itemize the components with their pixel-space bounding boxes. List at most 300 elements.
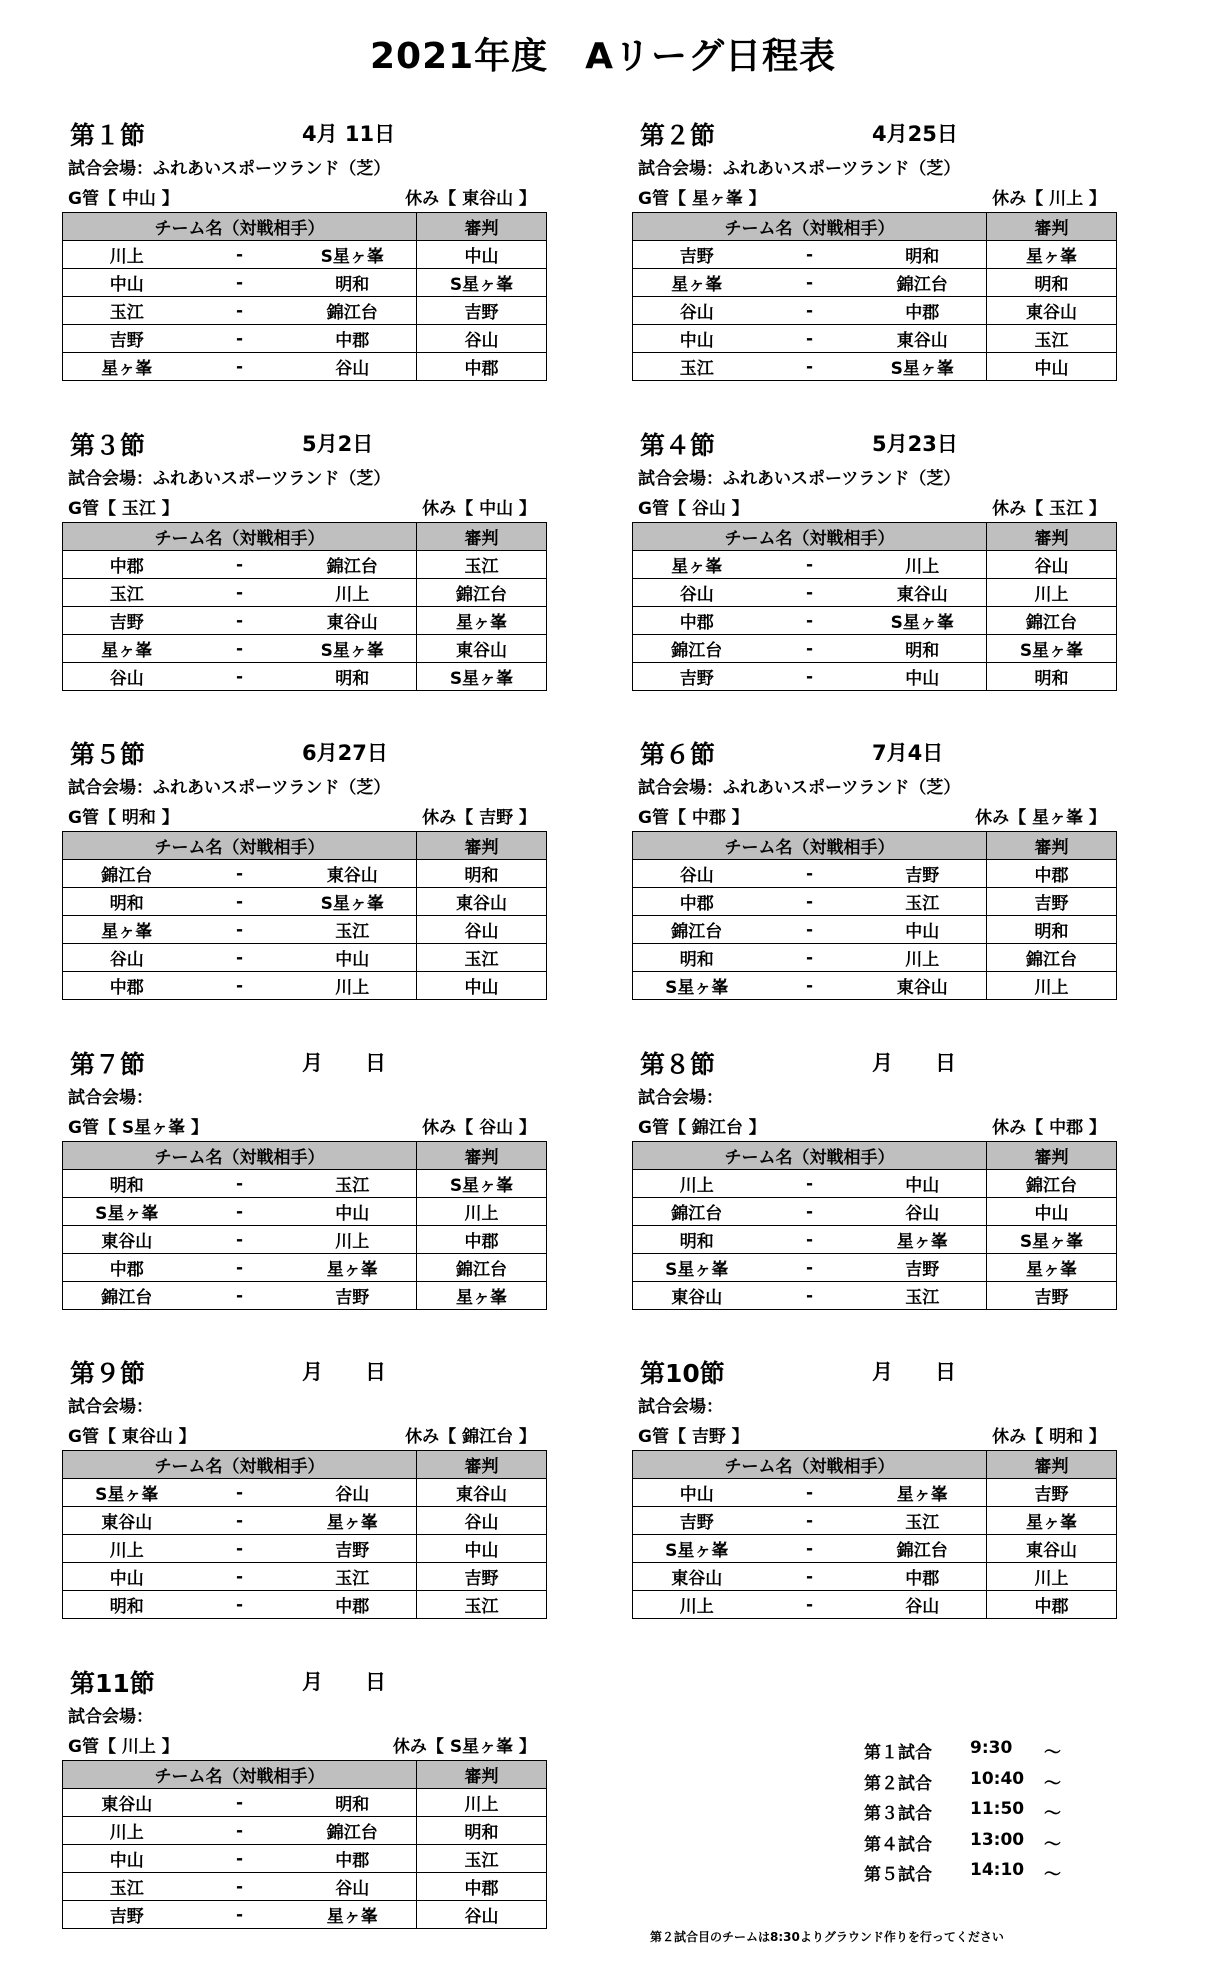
away-team: S星ヶ峯 xyxy=(289,241,417,269)
home-team: 中郡 xyxy=(633,607,761,635)
rest-team: 休み【 東谷山 】 xyxy=(405,189,536,209)
round-block xyxy=(62,1660,546,1956)
table-row xyxy=(63,916,547,944)
home-team: 星ヶ峯 xyxy=(633,269,761,297)
round-heading xyxy=(632,731,1116,773)
referee-team: 谷山 xyxy=(417,1901,547,1929)
table-row xyxy=(63,269,547,297)
referee-team: 谷山 xyxy=(417,1507,547,1535)
ground-duty: G管【 S星ヶ峯 】 xyxy=(68,1118,209,1138)
home-team: S星ヶ峯 xyxy=(633,1535,761,1563)
rest-team: 休み【 中山 】 xyxy=(422,499,536,519)
ground-duty: G管【 星ヶ峯 】 xyxy=(638,189,766,209)
home-team: 吉野 xyxy=(633,663,761,691)
referee-header: 審判 xyxy=(987,523,1117,551)
referee-team: 明和 xyxy=(417,1817,547,1845)
referee-team: 中山 xyxy=(417,972,547,1000)
team-header: チーム名（対戦相手） xyxy=(633,1142,987,1170)
versus-dash: - xyxy=(191,353,289,381)
away-team: 玉江 xyxy=(289,916,417,944)
versus-dash: - xyxy=(191,297,289,325)
team-header: チーム名（対戦相手） xyxy=(63,1142,417,1170)
home-team: 錦江台 xyxy=(633,1198,761,1226)
table-row xyxy=(63,1254,547,1282)
away-team: 吉野 xyxy=(859,1254,987,1282)
table-row xyxy=(63,551,547,579)
duty-line xyxy=(68,1732,542,1756)
versus-dash: - xyxy=(191,269,289,297)
duty-line xyxy=(638,494,1112,518)
away-team: 谷山 xyxy=(859,1591,987,1619)
referee-header: 審判 xyxy=(987,1142,1117,1170)
away-team: S星ヶ峯 xyxy=(289,635,417,663)
match-label: 第３試合 xyxy=(864,1804,932,1824)
versus-dash: - xyxy=(191,1254,289,1282)
versus-dash: - xyxy=(191,888,289,916)
away-team: 東谷山 xyxy=(289,860,417,888)
ground-duty: G管【 玉江 】 xyxy=(68,499,179,519)
versus-dash: - xyxy=(191,1198,289,1226)
table-header xyxy=(63,1142,547,1170)
home-team: 吉野 xyxy=(63,1901,191,1929)
referee-team: 川上 xyxy=(417,1198,547,1226)
match-table xyxy=(632,212,1117,381)
referee-team: 東谷山 xyxy=(417,635,547,663)
tilde-mark: ～ xyxy=(1044,1773,1061,1794)
table-row xyxy=(63,1170,547,1198)
rest-team: 休み【 川上 】 xyxy=(992,189,1106,209)
round-block xyxy=(632,1350,1116,1646)
round-block xyxy=(632,731,1116,1027)
match-table xyxy=(62,212,547,381)
away-team: S星ヶ峯 xyxy=(289,888,417,916)
versus-dash: - xyxy=(191,579,289,607)
home-team: 吉野 xyxy=(633,1507,761,1535)
away-team: 東谷山 xyxy=(289,607,417,635)
away-team: 東谷山 xyxy=(859,579,987,607)
table-row xyxy=(633,916,1117,944)
referee-team: 星ヶ峯 xyxy=(987,1254,1117,1282)
home-team: 吉野 xyxy=(633,241,761,269)
rest-team: 休み【 錦江台 】 xyxy=(405,1427,536,1447)
versus-dash: - xyxy=(191,1507,289,1535)
away-team: 川上 xyxy=(289,1226,417,1254)
round-date: 7月4日 xyxy=(872,741,944,765)
table-row xyxy=(63,325,547,353)
referee-team: 谷山 xyxy=(987,551,1117,579)
home-team: 錦江台 xyxy=(633,916,761,944)
team-header: チーム名（対戦相手） xyxy=(63,1451,417,1479)
round-heading xyxy=(62,1660,546,1702)
home-team: 中山 xyxy=(633,1479,761,1507)
away-team: 玉江 xyxy=(289,1170,417,1198)
home-team: 谷山 xyxy=(633,579,761,607)
venue-text: 試合会場： xyxy=(638,1397,723,1417)
away-team: S星ヶ峯 xyxy=(859,607,987,635)
footnote: 第２試合目のチームは8:30よりグラウンド作りを行ってください xyxy=(650,1930,1004,1944)
table-row xyxy=(633,1198,1117,1226)
table-row xyxy=(63,1507,547,1535)
referee-header: 審判 xyxy=(417,523,547,551)
match-time: 10:40 xyxy=(970,1768,1025,1789)
table-header xyxy=(633,832,1117,860)
away-team: 谷山 xyxy=(859,1198,987,1226)
versus-dash: - xyxy=(761,1535,859,1563)
away-team: 中山 xyxy=(289,1198,417,1226)
versus-dash: - xyxy=(761,1170,859,1198)
table-header xyxy=(633,523,1117,551)
referee-team: 吉野 xyxy=(987,888,1117,916)
referee-header: 審判 xyxy=(417,832,547,860)
home-team: 錦江台 xyxy=(633,635,761,663)
duty-line xyxy=(68,184,542,208)
round-heading xyxy=(62,1041,546,1083)
referee-team: 錦江台 xyxy=(987,607,1117,635)
home-team: 谷山 xyxy=(633,297,761,325)
table-row xyxy=(633,269,1117,297)
referee-team: 中郡 xyxy=(417,1873,547,1901)
round-date: 月 日 xyxy=(872,1051,956,1075)
away-team: 星ヶ峯 xyxy=(859,1479,987,1507)
tilde-mark: ～ xyxy=(1044,1865,1061,1885)
round-date: 4月25日 xyxy=(872,122,958,146)
referee-team: 中郡 xyxy=(987,1591,1117,1619)
round-date: 5月23日 xyxy=(872,432,958,456)
round-block xyxy=(62,1350,546,1646)
page-title: 2021年度 Aリーグ日程表 xyxy=(369,36,837,77)
away-team: 明和 xyxy=(289,663,417,691)
home-team: 中山 xyxy=(63,1563,191,1591)
home-team: 中郡 xyxy=(63,972,191,1000)
away-team: 星ヶ峯 xyxy=(289,1254,417,1282)
versus-dash: - xyxy=(191,1226,289,1254)
referee-team: 錦江台 xyxy=(417,579,547,607)
round-date: 月 日 xyxy=(302,1670,386,1694)
team-header: チーム名（対戦相手） xyxy=(633,213,987,241)
duty-line xyxy=(68,1113,542,1137)
duty-line xyxy=(68,1422,542,1446)
away-team: 錦江台 xyxy=(289,551,417,579)
table-row xyxy=(63,1563,547,1591)
away-team: 錦江台 xyxy=(859,1535,987,1563)
tilde-mark: ～ xyxy=(1044,1834,1061,1855)
away-team: 明和 xyxy=(859,241,987,269)
match-label: 第５試合 xyxy=(864,1865,932,1885)
match-table xyxy=(62,522,547,691)
home-team: 明和 xyxy=(63,1591,191,1619)
home-team: 明和 xyxy=(633,944,761,972)
rest-team: 休み【 吉野 】 xyxy=(422,808,536,828)
versus-dash: - xyxy=(761,916,859,944)
versus-dash: - xyxy=(191,607,289,635)
home-team: 星ヶ峯 xyxy=(63,916,191,944)
versus-dash: - xyxy=(191,1845,289,1873)
ground-duty: G管【 明和 】 xyxy=(68,808,179,828)
table-row xyxy=(633,635,1117,663)
table-row xyxy=(633,1563,1117,1591)
round-name: 第３節 xyxy=(70,431,146,460)
referee-team: 東谷山 xyxy=(987,297,1117,325)
versus-dash: - xyxy=(761,1226,859,1254)
table-row xyxy=(63,635,547,663)
home-team: 玉江 xyxy=(63,579,191,607)
referee-team: 玉江 xyxy=(987,325,1117,353)
away-team: S星ヶ峯 xyxy=(859,353,987,381)
round-name: 第10節 xyxy=(640,1359,725,1388)
home-team: 明和 xyxy=(63,888,191,916)
versus-dash: - xyxy=(191,1873,289,1901)
table-row xyxy=(63,579,547,607)
home-team: S星ヶ峯 xyxy=(63,1198,191,1226)
match-time-row xyxy=(864,1860,1094,1891)
home-team: 中山 xyxy=(633,325,761,353)
round-name: 第７節 xyxy=(70,1050,146,1079)
referee-team: 明和 xyxy=(987,916,1117,944)
table-row xyxy=(633,1591,1117,1619)
table-row xyxy=(63,297,547,325)
versus-dash: - xyxy=(191,1535,289,1563)
table-row xyxy=(633,607,1117,635)
table-row xyxy=(63,1591,547,1619)
round-date: 月 日 xyxy=(302,1360,386,1384)
table-row xyxy=(63,1226,547,1254)
team-header: チーム名（対戦相手） xyxy=(63,523,417,551)
round-block xyxy=(62,731,546,1027)
table-header xyxy=(63,1761,547,1789)
home-team: 錦江台 xyxy=(63,1282,191,1310)
versus-dash: - xyxy=(191,944,289,972)
referee-header: 審判 xyxy=(417,1142,547,1170)
versus-dash: - xyxy=(191,1789,289,1817)
away-team: 谷山 xyxy=(289,353,417,381)
home-team: 東谷山 xyxy=(633,1282,761,1310)
round-name: 第８節 xyxy=(640,1050,716,1079)
round-heading xyxy=(62,422,546,464)
home-team: 星ヶ峯 xyxy=(633,551,761,579)
away-team: 中郡 xyxy=(859,1563,987,1591)
referee-team: 明和 xyxy=(417,860,547,888)
away-team: 中郡 xyxy=(289,1845,417,1873)
versus-dash: - xyxy=(191,241,289,269)
venue-text: 試合会場： xyxy=(638,1088,723,1108)
round-name: 第１節 xyxy=(70,121,146,150)
referee-team: 玉江 xyxy=(417,551,547,579)
versus-dash: - xyxy=(761,579,859,607)
referee-team: S星ヶ峯 xyxy=(987,1226,1117,1254)
referee-team: 明和 xyxy=(987,663,1117,691)
match-table xyxy=(632,1450,1117,1619)
referee-team: 東谷山 xyxy=(987,1535,1117,1563)
table-row xyxy=(633,860,1117,888)
versus-dash: - xyxy=(761,607,859,635)
round-name: 第11節 xyxy=(70,1669,155,1698)
home-team: 中郡 xyxy=(63,551,191,579)
home-team: 明和 xyxy=(63,1170,191,1198)
home-team: 吉野 xyxy=(63,325,191,353)
home-team: 東谷山 xyxy=(63,1789,191,1817)
away-team: 東谷山 xyxy=(859,972,987,1000)
match-table xyxy=(632,522,1117,691)
versus-dash: - xyxy=(761,269,859,297)
round-name: 第９節 xyxy=(70,1359,146,1388)
referee-team: 中郡 xyxy=(417,1226,547,1254)
table-row xyxy=(633,1282,1117,1310)
versus-dash: - xyxy=(761,888,859,916)
table-row xyxy=(633,972,1117,1000)
referee-team: 星ヶ峯 xyxy=(987,1507,1117,1535)
match-table xyxy=(62,831,547,1000)
table-header xyxy=(633,1451,1117,1479)
round-date: 5月2日 xyxy=(302,432,374,456)
away-team: 谷山 xyxy=(289,1873,417,1901)
away-team: 中山 xyxy=(289,944,417,972)
round-date: 6月27日 xyxy=(302,741,388,765)
ground-duty: G管【 中郡 】 xyxy=(638,808,749,828)
referee-team: 吉野 xyxy=(417,297,547,325)
venue-text: 試合会場： xyxy=(68,1397,153,1417)
duty-line xyxy=(68,494,542,518)
versus-dash: - xyxy=(191,1817,289,1845)
home-team: 中山 xyxy=(63,1845,191,1873)
away-team: 錦江台 xyxy=(289,297,417,325)
away-team: 錦江台 xyxy=(859,269,987,297)
round-block xyxy=(632,422,1116,718)
round-heading xyxy=(632,1350,1116,1392)
versus-dash: - xyxy=(191,663,289,691)
versus-dash: - xyxy=(191,1479,289,1507)
referee-team: 川上 xyxy=(987,579,1117,607)
away-team: 川上 xyxy=(289,579,417,607)
referee-team: 川上 xyxy=(417,1789,547,1817)
team-header: チーム名（対戦相手） xyxy=(63,213,417,241)
ground-duty: G管【 川上 】 xyxy=(68,1737,179,1757)
table-row xyxy=(633,663,1117,691)
rest-team: 休み【 明和 】 xyxy=(992,1427,1106,1447)
table-row xyxy=(633,297,1117,325)
versus-dash: - xyxy=(761,1198,859,1226)
match-time: 13:00 xyxy=(970,1829,1025,1850)
referee-team: 中郡 xyxy=(987,860,1117,888)
table-row xyxy=(63,1901,547,1929)
venue-text: 試合会場： xyxy=(68,1707,153,1727)
referee-team: 川上 xyxy=(987,1563,1117,1591)
referee-team: 東谷山 xyxy=(417,1479,547,1507)
match-time-row xyxy=(864,1830,1094,1861)
home-team: 星ヶ峯 xyxy=(63,635,191,663)
match-label: 第２試合 xyxy=(864,1773,932,1794)
table-header xyxy=(63,213,547,241)
away-team: 玉江 xyxy=(859,888,987,916)
match-time: 9:30 xyxy=(970,1738,1013,1758)
away-team: 玉江 xyxy=(289,1563,417,1591)
venue-text: 試合会場：ふれあいスポーツランド（芝） xyxy=(638,159,961,179)
home-team: 明和 xyxy=(633,1226,761,1254)
table-row xyxy=(63,1282,547,1310)
venue-text: 試合会場：ふれあいスポーツランド（芝） xyxy=(68,469,391,489)
table-row xyxy=(633,353,1117,381)
table-header xyxy=(63,832,547,860)
rest-team: 休み【 中郡 】 xyxy=(992,1118,1106,1138)
referee-team: 吉野 xyxy=(417,1563,547,1591)
versus-dash: - xyxy=(191,1170,289,1198)
referee-team: 川上 xyxy=(987,972,1117,1000)
match-table xyxy=(62,1760,547,1929)
away-team: 吉野 xyxy=(289,1535,417,1563)
home-team: 玉江 xyxy=(633,353,761,381)
table-row xyxy=(633,1254,1117,1282)
versus-dash: - xyxy=(191,972,289,1000)
match-time-row xyxy=(864,1769,1094,1800)
duty-line xyxy=(638,803,1112,827)
team-header: チーム名（対戦相手） xyxy=(633,523,987,551)
referee-team: 中郡 xyxy=(417,353,547,381)
versus-dash: - xyxy=(761,972,859,1000)
round-name: 第５節 xyxy=(70,740,146,769)
referee-team: 星ヶ峯 xyxy=(987,241,1117,269)
table-row xyxy=(633,1226,1117,1254)
table-row xyxy=(63,1873,547,1901)
match-table xyxy=(632,1141,1117,1310)
table-row xyxy=(63,663,547,691)
away-team: 明和 xyxy=(289,1789,417,1817)
away-team: 谷山 xyxy=(289,1479,417,1507)
table-row xyxy=(63,888,547,916)
round-heading xyxy=(632,422,1116,464)
ground-duty: G管【 中山 】 xyxy=(68,189,179,209)
away-team: 東谷山 xyxy=(859,325,987,353)
rest-team: 休み【 星ヶ峯 】 xyxy=(975,808,1106,828)
referee-team: 谷山 xyxy=(417,916,547,944)
referee-team: 星ヶ峯 xyxy=(417,607,547,635)
versus-dash: - xyxy=(191,551,289,579)
table-row xyxy=(633,325,1117,353)
away-team: 川上 xyxy=(859,551,987,579)
versus-dash: - xyxy=(191,1901,289,1929)
versus-dash: - xyxy=(761,353,859,381)
away-team: 玉江 xyxy=(859,1507,987,1535)
versus-dash: - xyxy=(761,241,859,269)
versus-dash: - xyxy=(761,551,859,579)
home-team: 玉江 xyxy=(63,297,191,325)
versus-dash: - xyxy=(761,944,859,972)
referee-team: 玉江 xyxy=(417,944,547,972)
table-row xyxy=(63,353,547,381)
round-block xyxy=(632,1041,1116,1337)
referee-team: 中山 xyxy=(417,241,547,269)
home-team: 東谷山 xyxy=(63,1226,191,1254)
duty-line xyxy=(638,1422,1112,1446)
home-team: 川上 xyxy=(63,1535,191,1563)
tilde-mark: ～ xyxy=(1044,1743,1061,1763)
table-row xyxy=(633,888,1117,916)
table-row xyxy=(633,1535,1117,1563)
table-row xyxy=(63,1789,547,1817)
away-team: 星ヶ峯 xyxy=(859,1226,987,1254)
table-row xyxy=(63,241,547,269)
referee-team: 東谷山 xyxy=(417,888,547,916)
home-team: S星ヶ峯 xyxy=(633,972,761,1000)
round-heading xyxy=(62,731,546,773)
table-row xyxy=(633,944,1117,972)
table-row xyxy=(63,860,547,888)
table-header xyxy=(633,213,1117,241)
referee-team: S星ヶ峯 xyxy=(417,269,547,297)
away-team: 錦江台 xyxy=(289,1817,417,1845)
ground-duty: G管【 東谷山 】 xyxy=(68,1427,196,1447)
home-team: 谷山 xyxy=(633,860,761,888)
away-team: 中郡 xyxy=(289,325,417,353)
table-row xyxy=(633,1170,1117,1198)
